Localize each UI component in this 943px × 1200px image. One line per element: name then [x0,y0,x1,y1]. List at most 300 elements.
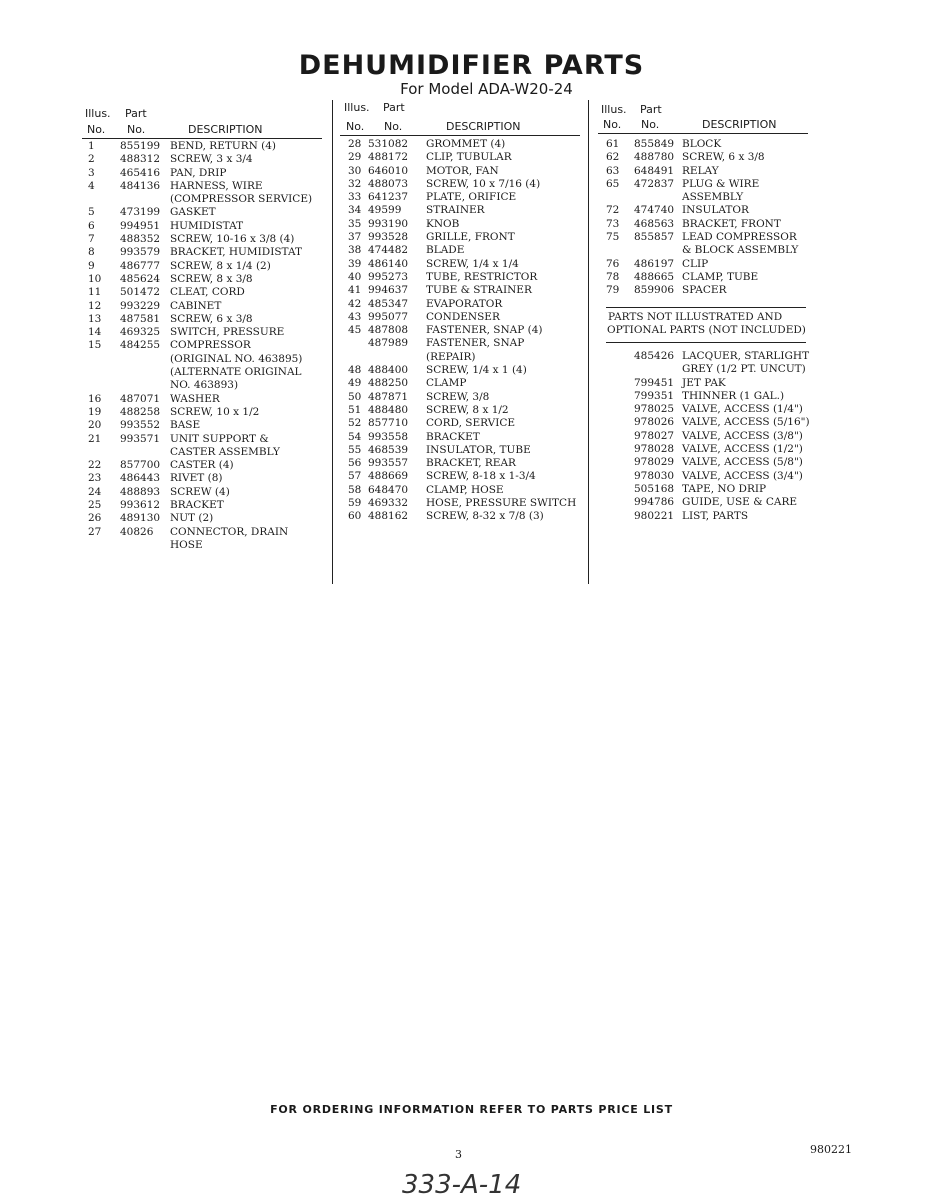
description-cell: THINNER (1 GAL.) [682,389,785,402]
table-row [340,431,590,444]
illus-no-cell: 11 [88,286,102,299]
illus-no-cell: 13 [88,312,102,325]
table-row [340,497,590,510]
parts-list-2 [340,138,590,524]
illus-no-cell: 50 [348,390,362,403]
description-cell: NUT (2) [170,512,214,525]
description-cell: LIST, PARTS [682,509,749,522]
description-cell: BASE [170,419,201,432]
table-row [80,180,330,193]
handwritten-note: 333-A-14 [402,1170,522,1200]
part-no-cell: 489130 [120,512,161,525]
optional-parts-list [598,350,838,523]
description-cell: GROMMET (4) [426,138,506,150]
description-cell: STRAINER [426,204,485,217]
table-row [340,165,590,178]
table-row [80,393,330,406]
table-row [80,193,330,206]
part-no-header: No. [641,118,660,131]
table-row [598,271,838,284]
part-no-cell: 468563 [634,217,675,230]
description-cell: INSULATOR, TUBE [426,443,531,456]
part-no-cell: 993190 [368,217,409,230]
illus-no-cell: 22 [88,459,102,472]
illus-no-cell: 65 [606,177,620,190]
page-subtitle: For Model ADA-W20-24 [400,80,573,98]
table-row [340,484,590,497]
illus-no-cell: 39 [348,257,362,270]
illus-no-cell: 12 [88,299,102,312]
description-cell: SCREW, 1/4 x 1/4 [426,257,519,270]
illus-no-cell: 57 [348,470,362,483]
illus-no-cell: 38 [348,244,362,257]
table-row [340,377,590,390]
description-cell: SCREW, 1/4 x 1 (4) [426,364,527,377]
table-row [598,165,838,178]
table-row [80,433,330,446]
illus-header: Illus. [85,107,111,120]
table-row [598,258,838,271]
part-no-cell: 488893 [120,485,161,498]
table-row [80,153,330,166]
description-cell: BRACKET, REAR [426,457,516,470]
illus-no-header: No. [346,120,365,133]
part-no-cell: 488480 [368,403,409,416]
description-cell: GREY (1/2 PT. UNCUT) [682,363,806,376]
header-rule [598,133,808,134]
table-row [340,218,590,231]
table-row [340,351,590,364]
description-cell: SCREW, 8 x 1/2 [426,403,509,416]
part-no-cell: 487871 [368,390,409,403]
illus-no-cell: 8 [88,246,95,259]
part-no-cell: 484136 [120,179,161,192]
section-title-line-1: PARTS NOT ILLUSTRATED AND [608,311,783,323]
part-no-cell: 978030 [634,469,675,482]
description-cell: MOTOR, FAN [426,164,499,177]
description-cell: (COMPRESSOR SERVICE) [170,193,313,206]
part-no-cell: 487808 [368,324,409,337]
table-row [598,377,838,390]
description-cell: CLIP, TUBULAR [426,151,512,164]
description-cell: VALVE, ACCESS (1/4") [682,403,803,416]
description-cell: BLADE [426,244,465,257]
part-no-cell: 993571 [120,432,161,445]
illus-no-cell: 60 [348,510,362,523]
part-no-cell: 488352 [120,233,161,246]
illus-no-cell: 2 [88,153,95,166]
description-cell: PAN, DRIP [170,166,227,179]
description-cell: CLAMP [426,377,467,390]
illus-no-cell: 29 [348,151,362,164]
illus-no-cell: 7 [88,233,95,246]
part-no-cell: 648470 [368,483,409,496]
table-row [340,337,590,350]
table-row [598,456,838,469]
parts-list-3 [598,138,838,298]
part-no-cell: 855199 [120,140,161,152]
illus-no-header: No. [87,123,106,136]
part-no-cell: 488669 [368,470,409,483]
illus-no-cell: 43 [348,310,362,323]
part-no-cell: 980221 [634,509,675,522]
part-no-cell: 799351 [634,389,675,402]
table-row [598,363,838,376]
illus-no-cell: 24 [88,485,102,498]
illus-header: Illus. [344,101,370,114]
part-no-cell: 993229 [120,299,161,312]
illus-no-cell: 27 [88,525,102,538]
illus-no-cell: 34 [348,204,362,217]
description-header: DESCRIPTION [446,120,521,133]
table-row [340,298,590,311]
description-cell: (REPAIR) [426,350,476,363]
illus-no-cell: 26 [88,512,102,525]
table-row [598,470,838,483]
table-row [598,443,838,456]
illus-no-cell: 49 [348,377,362,390]
description-cell: BRACKET [426,430,480,443]
part-no-header: No. [127,123,146,136]
table-row [598,483,838,496]
part-no-cell: 978028 [634,443,675,456]
table-row [340,258,590,271]
description-cell: BLOCK [682,138,722,150]
part-no-cell: 488073 [368,177,409,190]
description-cell: HUMIDISTAT [170,219,244,232]
illus-no-cell: 51 [348,403,362,416]
description-cell: WASHER [170,392,220,405]
table-row [598,496,838,509]
part-no-cell: 40826 [120,525,154,538]
table-row [598,244,838,257]
description-cell: CABINET [170,299,222,312]
column-divider-1 [332,100,333,584]
table-row [598,138,838,151]
ordering-info-note: FOR ORDERING INFORMATION REFER TO PARTS PRICE LIST [270,1103,673,1116]
description-cell: HOSE [170,538,203,551]
illus-no-cell: 52 [348,417,362,430]
description-cell: & BLOCK ASSEMBLY [682,244,799,257]
illus-no-cell: 23 [88,472,102,485]
illus-no-cell: 40 [348,270,362,283]
table-row [80,446,330,459]
part-no-cell: 855857 [634,231,675,244]
description-cell: CLEAT, CORD [170,286,245,299]
header-rule [82,138,322,139]
part-no-cell: 469332 [368,497,409,510]
illus-no-cell: 14 [88,326,102,339]
description-cell: SCREW, 10 x 1/2 [170,405,260,418]
illus-no-cell: 78 [606,270,620,283]
part-no-cell: 859906 [634,284,675,297]
illus-no-cell: 63 [606,164,620,177]
description-cell: LACQUER, STARLIGHT [682,350,810,362]
table-row [340,404,590,417]
illus-no-cell: 61 [606,138,620,150]
description-cell: SCREW, 10 x 7/16 (4) [426,177,541,190]
part-no-cell: 49599 [368,204,402,217]
description-cell: EVAPORATOR [426,297,503,310]
description-cell: CASTER (4) [170,459,234,472]
table-row [80,313,330,326]
description-cell: VALVE, ACCESS (5/16") [682,416,810,429]
part-no-cell: 505168 [634,482,675,495]
description-cell: VALVE, ACCESS (3/8") [682,429,803,442]
illus-no-cell: 48 [348,364,362,377]
description-cell: FASTENER, SNAP (4) [426,324,543,337]
table-row [340,510,590,523]
part-no-cell: 465416 [120,166,161,179]
table-row [340,444,590,457]
part-no-cell: 646010 [368,164,409,177]
description-cell: RIVET (8) [170,472,223,485]
description-cell: GRILLE, FRONT [426,231,515,244]
part-no-cell: 486140 [368,257,409,270]
description-cell: COMPRESSOR [170,339,251,352]
part-no-cell: 474740 [634,204,675,217]
part-no-cell: 488250 [368,377,409,390]
illus-no-cell: 32 [348,177,362,190]
part-no-cell: 488312 [120,153,161,166]
description-cell: GUIDE, USE & CARE [682,496,798,509]
description-cell: SCREW, 10-16 x 3/8 (4) [170,233,295,246]
table-row [598,178,838,191]
table-row [340,324,590,337]
table-row [340,271,590,284]
description-cell: VALVE, ACCESS (1/2") [682,443,803,456]
illus-no-cell: 73 [606,217,620,230]
table-row [340,151,590,164]
illus-no-cell: 33 [348,191,362,204]
table-row [340,178,590,191]
table-row [340,470,590,483]
illus-no-cell: 56 [348,457,362,470]
part-no-cell: 487989 [368,337,409,350]
illus-no-cell: 30 [348,164,362,177]
illus-no-cell: 35 [348,217,362,230]
description-cell: SCREW, 8-18 x 1-3/4 [426,470,536,483]
description-cell: FASTENER, SNAP [426,337,525,350]
illus-no-cell: 19 [88,405,102,418]
part-no-cell: 485624 [120,272,161,285]
part-no-cell: 648491 [634,164,675,177]
description-cell: CLIP [682,257,709,270]
table-row [598,218,838,231]
part-no-cell: 978025 [634,403,675,416]
description-cell: SCREW, 8-32 x 7/8 (3) [426,510,544,523]
table-row [80,499,330,512]
page-number: 3 [455,1148,462,1161]
part-no-cell: 469325 [120,326,161,339]
table-row [598,430,838,443]
part-no-cell: 857710 [368,417,409,430]
part-no-cell: 993552 [120,419,161,432]
description-cell: VALVE, ACCESS (3/4") [682,469,803,482]
part-no-cell: 995077 [368,310,409,323]
illus-no-cell: 45 [348,324,362,337]
description-cell: INSULATOR [682,204,749,217]
table-row [80,486,330,499]
section-title-line-2: OPTIONAL PARTS (NOT INCLUDED) [607,324,806,336]
description-cell: SPACER [682,284,727,297]
part-no-cell: 487581 [120,312,161,325]
part-header: Part [640,103,662,116]
part-no-cell: 994786 [634,496,675,509]
description-cell: CORD, SERVICE [426,417,516,430]
illus-no-cell: 9 [88,259,95,272]
description-cell: JET PAK [682,376,726,389]
part-no-cell: 486197 [634,257,675,270]
part-no-cell: 472837 [634,177,675,190]
description-cell: CASTER ASSEMBLY [170,445,280,458]
table-row [598,231,838,244]
description-cell: CLAMP, HOSE [426,483,504,496]
illus-no-cell: 15 [88,339,102,352]
description-cell: SCREW (4) [170,485,230,498]
description-header: DESCRIPTION [188,123,263,136]
description-cell: RELAY [682,164,719,177]
table-row [80,260,330,273]
illus-no-cell: 79 [606,284,620,297]
table-row [80,286,330,299]
table-row [80,339,330,352]
part-no-cell: 978026 [634,416,675,429]
description-cell: BRACKET, HUMIDISTAT [170,246,302,259]
description-cell: CONDENSER [426,310,500,323]
table-row [340,138,590,151]
illus-no-cell: 54 [348,430,362,443]
table-row [80,539,330,552]
illus-no-cell: 42 [348,297,362,310]
table-row [80,326,330,339]
illus-no-cell: 10 [88,272,102,285]
description-cell: (ORIGINAL NO. 463895) [170,352,303,365]
illus-no-cell: 76 [606,257,620,270]
description-cell: SCREW, 6 x 3/8 [682,151,765,164]
description-cell: CLAMP, TUBE [682,270,759,283]
illus-no-cell: 25 [88,499,102,512]
part-no-cell: 799451 [634,376,675,389]
description-cell: TUBE & STRAINER [426,284,532,297]
description-cell: UNIT SUPPORT & [170,432,269,445]
description-cell: TUBE, RESTRICTOR [426,270,538,283]
table-row [340,231,590,244]
description-cell: LEAD COMPRESSOR [682,231,797,244]
part-no-cell: 994951 [120,219,161,232]
illus-no-cell: 4 [88,179,95,192]
part-no-cell: 484255 [120,339,161,352]
part-no-cell: 531082 [368,138,409,150]
part-no-cell: 487071 [120,392,161,405]
part-no-cell: 857700 [120,459,161,472]
section-rule [606,342,806,343]
illus-no-cell: 5 [88,206,95,219]
description-cell: SCREW, 3/8 [426,390,490,403]
illus-no-cell: 20 [88,419,102,432]
part-no-cell: 485426 [634,350,675,362]
part-no-cell: 488258 [120,405,161,418]
table-row [598,284,838,297]
part-no-cell: 474482 [368,244,409,257]
part-no-cell: 978027 [634,429,675,442]
part-no-cell: 473199 [120,206,161,219]
illus-no-cell: 37 [348,231,362,244]
table-row [80,140,330,153]
part-no-cell: 978029 [634,456,675,469]
description-cell: (ALTERNATE ORIGINAL [170,366,302,379]
description-cell: NO. 463893) [170,379,239,392]
part-no-cell: 855849 [634,138,675,150]
illus-no-cell: 62 [606,151,620,164]
header-rule [340,135,580,136]
illus-no-cell: 21 [88,432,102,445]
part-no-cell: 486777 [120,259,161,272]
table-row [340,417,590,430]
part-no-cell: 993528 [368,231,409,244]
table-row [598,390,838,403]
description-cell: HOSE, PRESSURE SWITCH [426,497,577,510]
table-row [598,350,838,363]
table-row [80,167,330,180]
description-cell: SCREW, 8 x 1/4 (2) [170,259,271,272]
part-no-cell: 993579 [120,246,161,259]
table-row [80,273,330,286]
illus-no-cell: 58 [348,483,362,496]
page-title: DEHUMIDIFIER PARTS [298,50,645,81]
table-row [340,204,590,217]
description-cell: SCREW, 8 x 3/8 [170,272,253,285]
table-row [598,151,838,164]
table-row [80,459,330,472]
part-no-cell: 468539 [368,443,409,456]
table-row [598,403,838,416]
table-row [80,379,330,392]
table-row [598,204,838,217]
illus-no-cell: 3 [88,166,95,179]
table-row [340,457,590,470]
table-row [340,284,590,297]
section-rule [606,307,806,308]
description-cell: PLATE, ORIFICE [426,191,517,204]
part-header: Part [125,107,147,120]
illus-header: Illus. [601,103,627,116]
description-cell: BEND, RETURN (4) [170,140,277,152]
table-row [80,472,330,485]
table-row [340,244,590,257]
part-no-cell: 488665 [634,270,675,283]
description-cell: BRACKET, FRONT [682,217,781,230]
document-code: 980221 [810,1143,852,1156]
part-header: Part [383,101,405,114]
part-no-cell: 488172 [368,151,409,164]
illus-no-cell: 1 [88,140,95,152]
table-row [80,419,330,432]
table-row [598,191,838,204]
illus-no-cell: 28 [348,138,362,150]
parts-list-1 [80,140,330,552]
part-no-cell: 488162 [368,510,409,523]
description-cell: KNOB [426,217,460,230]
illus-no-cell: 75 [606,231,620,244]
table-row [80,366,330,379]
part-no-cell: 993612 [120,499,161,512]
description-cell: TAPE, NO DRIP [682,482,767,495]
description-cell: SWITCH, PRESSURE [170,326,285,339]
table-row [80,406,330,419]
column-divider-2 [588,100,589,584]
table-row [598,416,838,429]
